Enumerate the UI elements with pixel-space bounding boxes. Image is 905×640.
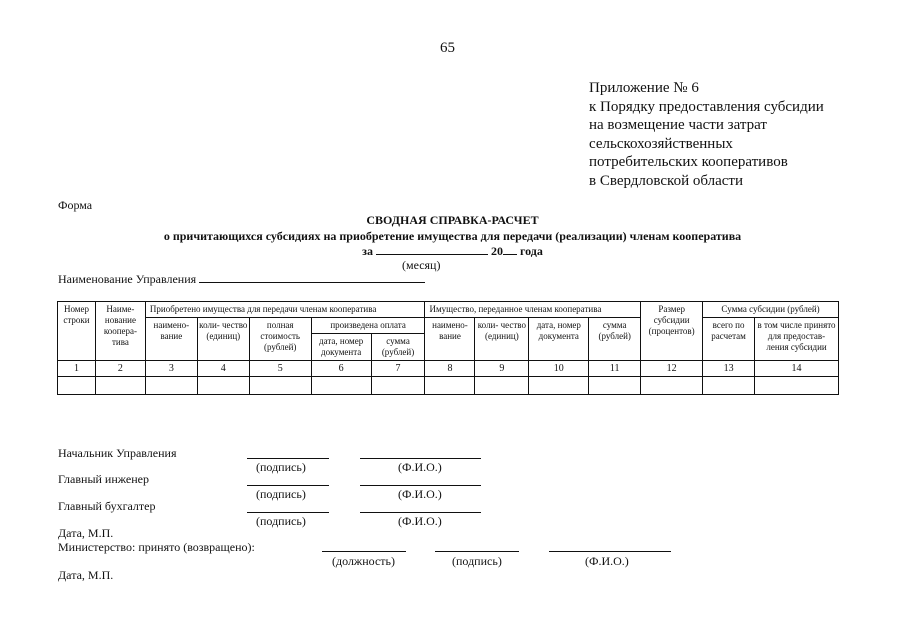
header-tr-sum: сумма (рублей) xyxy=(589,318,641,361)
column-number: 9 xyxy=(475,361,529,377)
column-number: 10 xyxy=(529,361,589,377)
date-stamp-label-2: Дата, М.П. xyxy=(58,568,114,582)
appendix-line: на возмещение части затрат xyxy=(589,117,767,133)
ministry-label: Министерство: принято (возвращено): xyxy=(58,540,255,554)
column-number: 2 xyxy=(95,361,145,377)
name-line xyxy=(360,485,481,486)
engineer-label: Главный инженер xyxy=(58,472,149,486)
header-pay-sum: сумма (рублей) xyxy=(371,334,425,361)
header-total: всего по расчетам xyxy=(703,318,755,361)
year-suffix: года xyxy=(519,244,543,258)
name-caption: (Ф.И.О.) xyxy=(398,487,442,501)
table-cell xyxy=(371,377,425,395)
name-caption: (Ф.И.О.) xyxy=(398,514,442,528)
form-label: Форма xyxy=(58,198,93,212)
column-number: 4 xyxy=(197,361,249,377)
document-title: СВОДНАЯ СПРАВКА-РАСЧЕТ xyxy=(366,213,539,227)
period-line xyxy=(0,244,905,259)
table-cell xyxy=(58,377,96,395)
department-blank xyxy=(199,272,425,283)
header-transferred: Имущество, переданное членам кооператива xyxy=(425,302,641,318)
calculation-table xyxy=(57,301,839,395)
page-number: 65 xyxy=(440,40,455,56)
header-acquired: Приобретено имущества для передачи членам кооператива xyxy=(145,302,425,318)
accountant-label: Главный бухгалтер xyxy=(58,499,156,513)
period-prefix: за xyxy=(362,244,373,258)
table-cell xyxy=(249,377,311,395)
table-cell xyxy=(425,377,475,395)
signature-caption: (подпись) xyxy=(452,554,502,568)
column-number: 6 xyxy=(311,361,371,377)
column-number: 5 xyxy=(249,361,311,377)
table-cell xyxy=(197,377,249,395)
table-cell xyxy=(755,377,839,395)
name-caption: (Ф.И.О.) xyxy=(585,554,629,568)
signature-line xyxy=(247,512,329,513)
appendix-line: сельскохозяйственных xyxy=(589,135,733,152)
table-cell xyxy=(703,377,755,395)
head-label: Начальник Управления xyxy=(58,446,177,460)
department-line xyxy=(58,272,425,287)
appendix-line: к Порядку предоставления субсидии xyxy=(589,98,824,115)
position-line xyxy=(322,551,406,552)
date-stamp-label: Дата, М.П. xyxy=(58,526,114,540)
appendix-block xyxy=(589,79,824,190)
column-number: 11 xyxy=(589,361,641,377)
signature-caption: (подпись) xyxy=(256,460,306,474)
column-number: 14 xyxy=(755,361,839,377)
table-cell xyxy=(475,377,529,395)
header-acq-cost: полная стоимость (рублей) xyxy=(249,318,311,361)
header-accepted: в том числе принято для предостав- ления субсидии xyxy=(755,318,839,361)
header-tr-doc: дата, номер документа xyxy=(529,318,589,361)
header-acq-qty: коли- чество (единиц) xyxy=(197,318,249,361)
signature-line xyxy=(247,485,329,486)
appendix-line: Приложение № 6 xyxy=(589,80,699,96)
empty-data-row xyxy=(58,377,839,395)
month-blank xyxy=(376,245,488,255)
year-blank xyxy=(503,245,517,255)
document-subtitle: о причитающихся субсидиях на приобретение имущества для передачи (реализации) членам кооператива xyxy=(163,229,742,243)
header-coop-name: Наиме- нование коопера- тива xyxy=(95,302,145,361)
signature-line xyxy=(247,458,329,459)
signature-line xyxy=(435,551,519,552)
header-subsidy-size: Размер субсидии (процентов) xyxy=(641,302,703,361)
table-cell xyxy=(95,377,145,395)
position-caption: (должность) xyxy=(332,554,395,568)
table-cell xyxy=(145,377,197,395)
appendix-line: потребительских кооперативов xyxy=(589,154,788,170)
header-subsidy-sum: Сумма субсидии (рублей) xyxy=(703,302,839,318)
column-number: 8 xyxy=(425,361,475,377)
name-caption: (Ф.И.О.) xyxy=(398,460,442,474)
department-label: Наименование Управления xyxy=(58,272,197,286)
column-number: 13 xyxy=(703,361,755,377)
column-number: 1 xyxy=(58,361,96,377)
table-cell xyxy=(529,377,589,395)
name-line xyxy=(549,551,671,552)
column-number: 12 xyxy=(641,361,703,377)
header-row-number: Номер строки xyxy=(58,302,96,361)
header-acq-name: наимено- вание xyxy=(145,318,197,361)
header-tr-qty: коли- чество (единиц) xyxy=(475,318,529,361)
header-pay-doc: дата, номер документа xyxy=(311,334,371,361)
month-caption: (месяц) xyxy=(402,258,441,272)
appendix-line: в Свердловской области xyxy=(589,172,744,189)
year-prefix: 20 xyxy=(490,244,503,258)
table-cell xyxy=(589,377,641,395)
table-cell xyxy=(641,377,703,395)
table-cell xyxy=(311,377,371,395)
column-number: 3 xyxy=(145,361,197,377)
column-number: 7 xyxy=(371,361,425,377)
name-line xyxy=(360,512,481,513)
header-payment: произведена оплата xyxy=(311,318,425,334)
name-line xyxy=(360,458,481,459)
signature-caption: (подпись) xyxy=(256,514,306,528)
signature-caption: (подпись) xyxy=(256,487,306,501)
header-tr-name: наимено- вание xyxy=(425,318,475,361)
